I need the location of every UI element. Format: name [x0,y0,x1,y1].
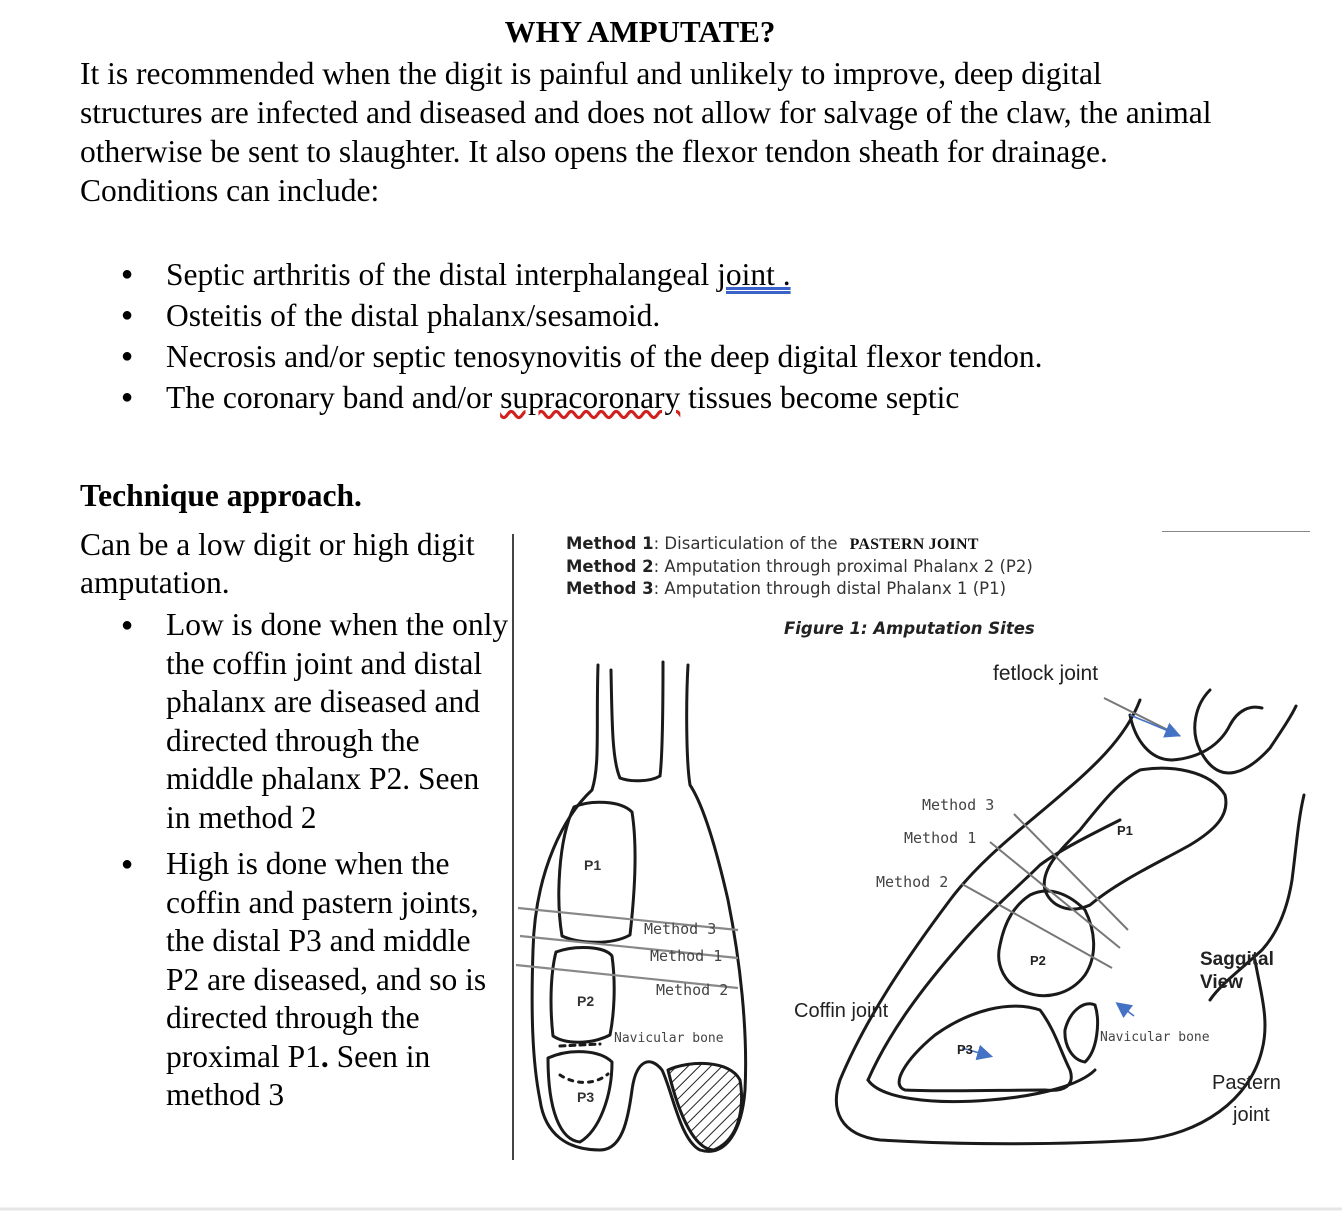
joint-label: joint [1233,1104,1270,1126]
technique-text: Seen in method 3 [166,1038,431,1112]
side-cut-lines [962,698,1180,968]
side-labels [794,662,1281,1126]
front-label-navicular: Navicular bone [614,1031,724,1046]
saggital-label: Saggital [1200,949,1274,970]
side-p2-bone [999,891,1094,996]
condition-text: Septic arthritis of the distal interphalangeal [166,257,718,292]
spelling-underline[interactable]: supracoronary [500,380,681,415]
fetlock-joint-label: fetlock joint [993,662,1099,685]
technique-paragraph: Can be a low digit or high digit amputation. [80,527,475,600]
figure-caption: Figure 1: Amputation Sites [784,619,1035,638]
technique-dot: . [320,1038,329,1074]
front-hatched-claw [668,1063,742,1150]
fetlock-arrow [1130,715,1178,735]
side-navicular [1065,1004,1098,1062]
side-label-p1: P1 [1117,823,1133,838]
view-label: View [1200,972,1243,993]
front-label-method-3: Method 3 [644,920,717,938]
intro-paragraph: It is recommended when the digit is painful and unlikely to improve, deep digital structures are infected and diseased and does not allow for salvage of the claw, the animal otherwise be sent to slaughter. It also opens the flexor tendon sheath for drainage. Conditions can include: [80,56,1212,208]
front-view-drawing [532,662,746,1151]
method-1-line: Method 1: Disarticulation of the PASTERN JOINT [566,534,979,553]
side-p1-bone [1044,768,1226,909]
side-inner-hoof [868,820,1120,1080]
side-label-method-3: Method 3 [922,796,995,814]
side-label-method-2: Method 2 [876,873,949,891]
front-navicular-dash [560,1044,600,1046]
front-cannon-right [660,662,663,776]
list-item: ● Necrosis and/or septic tenosynovitis of the deep digital flexor tendon. [80,336,1280,377]
method-3-line: Method 3: Amputation through distal Phalanx 1 (P1) [566,579,1007,598]
navicular-arrow [1118,1004,1134,1016]
list-item: ● Osteitis of the distal phalanx/sesamoid. [80,295,1280,336]
suggestion-underline[interactable]: joint . [717,257,791,292]
coffin-joint-label: Coffin joint [794,1000,889,1022]
side-label-p2: P2 [1030,953,1046,968]
front-label-method-1: Method 1 [650,947,723,965]
side-fetlock [1195,690,1296,773]
pastern-label: Pastern [1212,1072,1281,1094]
side-label-method-1: Method 1 [904,829,977,847]
page-title: WHY AMPUTATE? [504,14,776,49]
front-label-p1: P1 [584,857,602,873]
front-label-method-2: Method 2 [656,981,729,999]
side-p3-bone [899,1006,1071,1091]
condition-text: The coronary band and/or [166,380,501,415]
front-cannon-left [611,670,620,778]
list-item: ● Low is done when the only the coffin joint and distal phalanx are diseased and directed through the middle phalanx P2. Seen in method 2 [80,606,510,837]
front-p3-dash [560,1074,608,1082]
technique-text: High is done when the coffin and pastern joints, the distal P3 and middle P2 are diseased, and so is directed through the proximal P1 [166,846,487,1074]
side-label-p3: P3 [957,1042,973,1057]
technique-heading: Technique approach. [80,478,362,513]
front-label-p2: P2 [577,993,595,1009]
condition-text: tissues become septic [680,380,960,415]
side-label-navicular: Navicular bone [1100,1030,1210,1045]
side-arrows [962,715,1178,1056]
front-cannon-base [620,776,660,781]
front-label-p3: P3 [577,1089,595,1105]
method-2-line: Method 2: Amputation through proximal Phalanx 2 (P2) [566,557,1033,576]
